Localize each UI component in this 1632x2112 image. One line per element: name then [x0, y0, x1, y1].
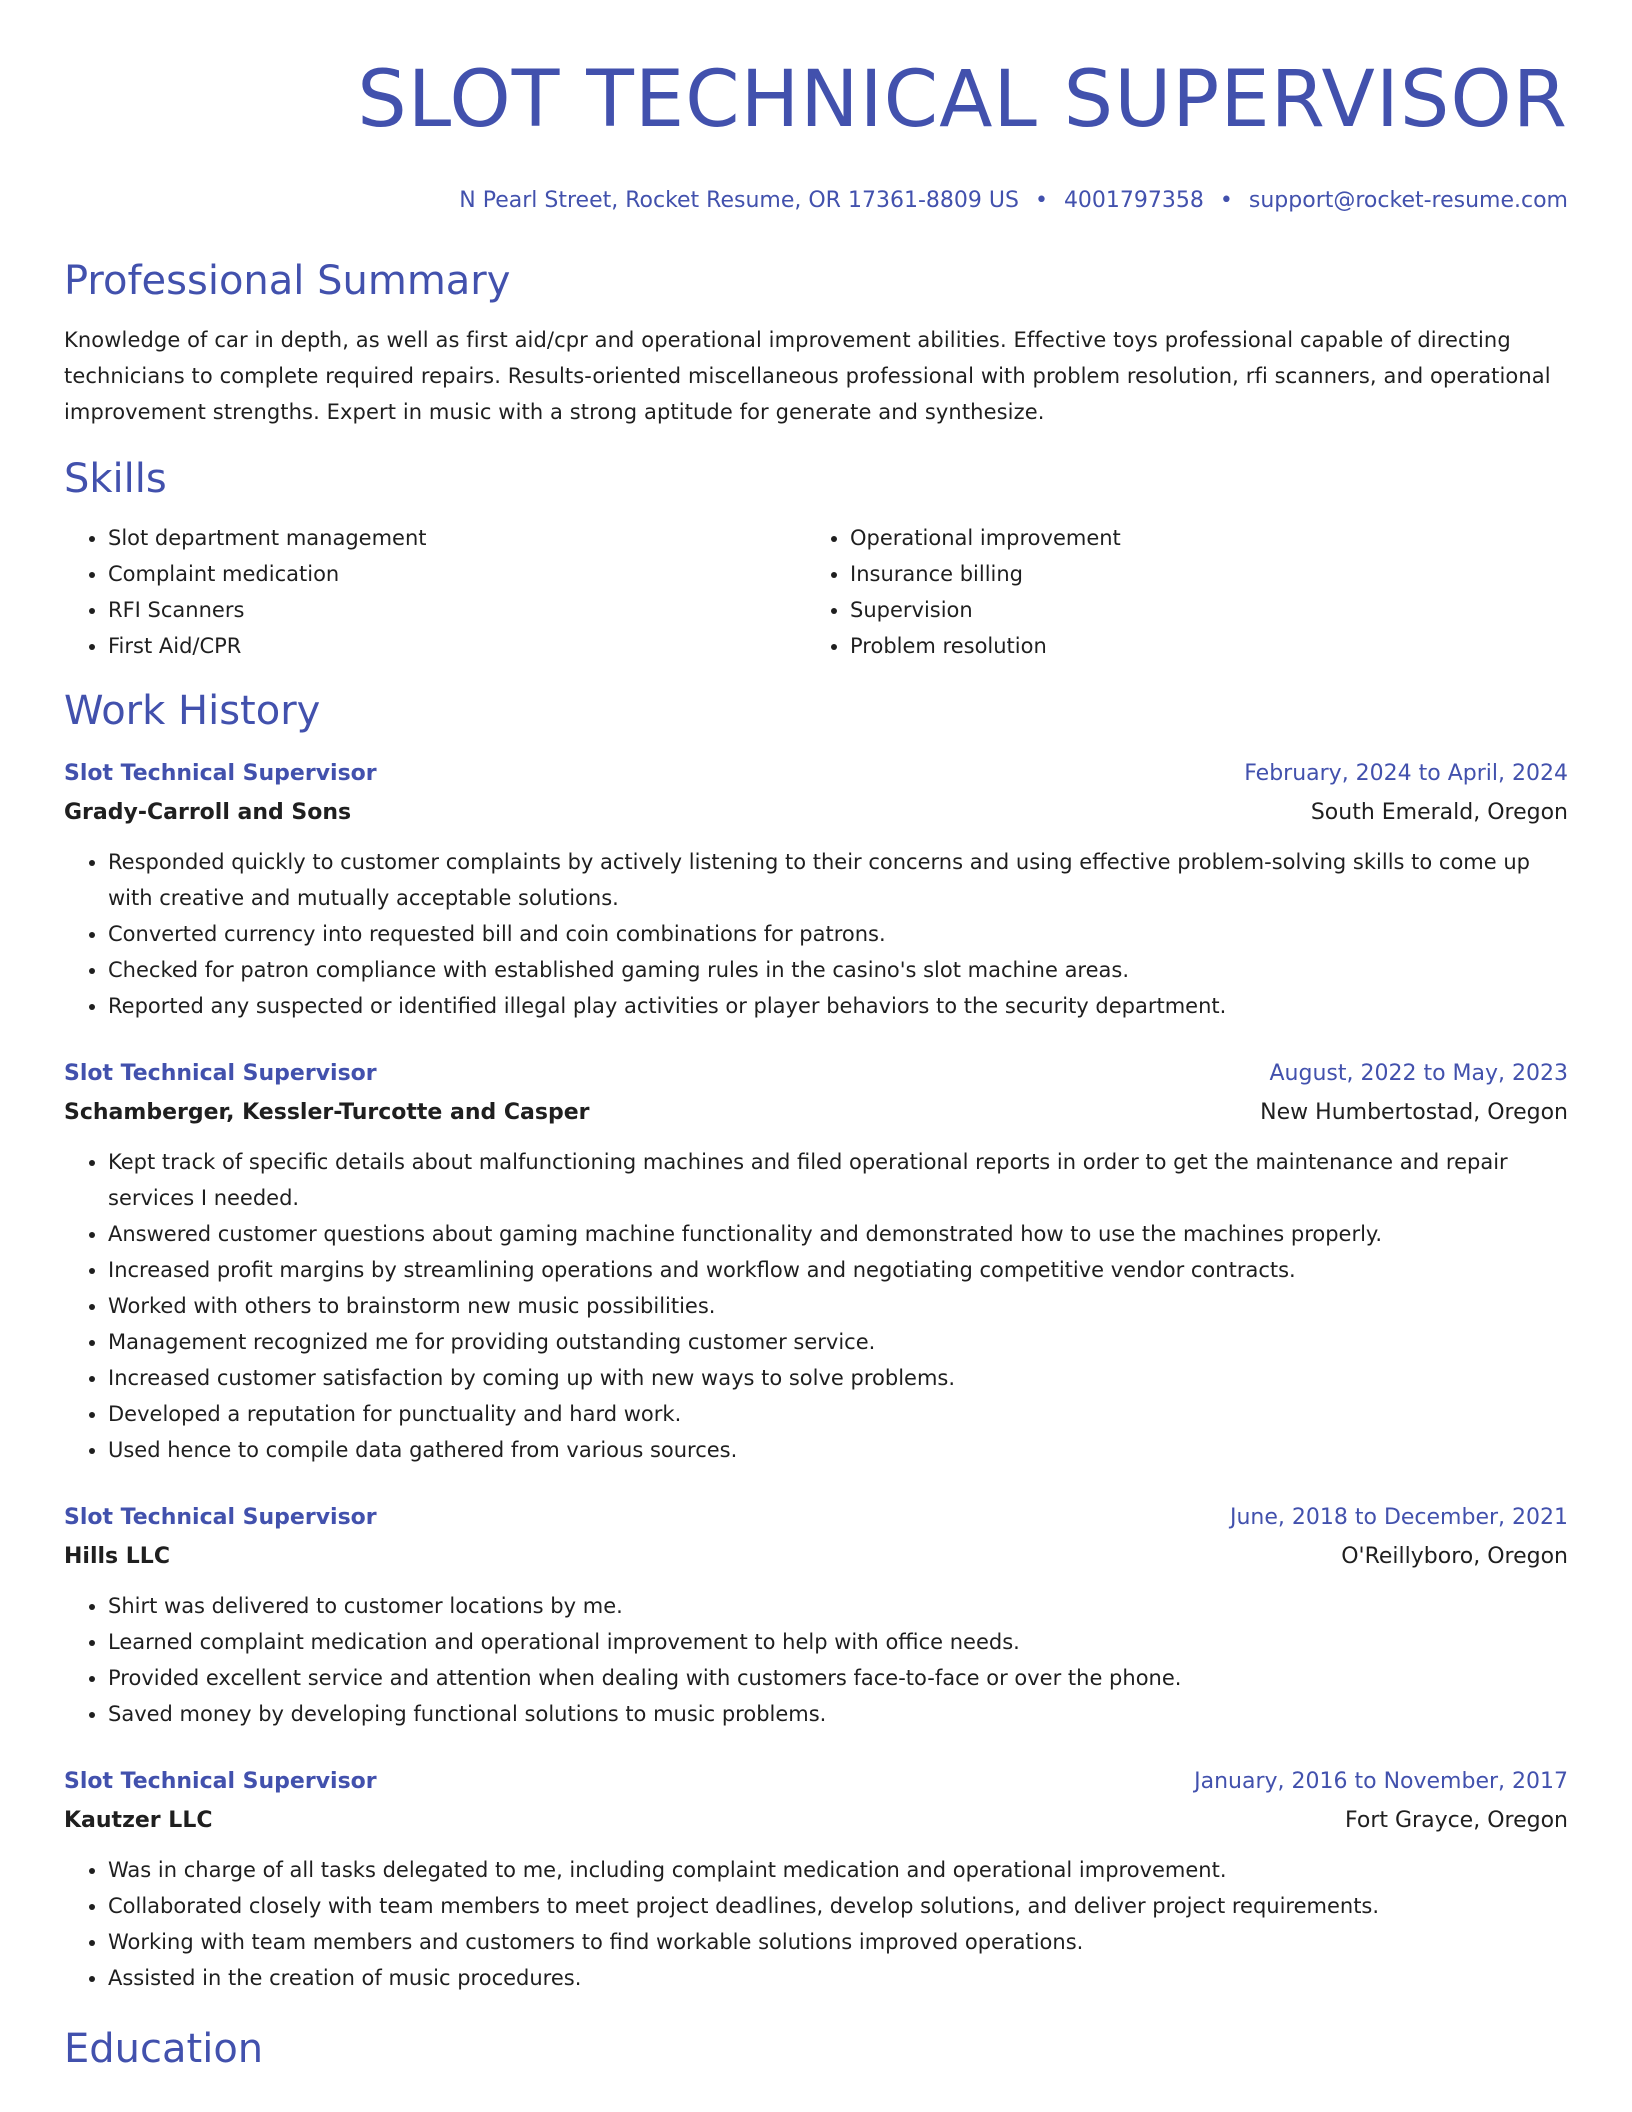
job-dates: February, 2024 to April, 2024	[1244, 761, 1568, 786]
skill-item: • Supervision	[850, 592, 1548, 628]
job-bullet: • Increased customer satisfaction by coming up with new ways to solve problems.	[108, 1360, 1568, 1396]
summary-text: Knowledge of car in depth, as well as first aid/cpr and operational improvement abilities. Effective toys professional capable of directing technicians to complete required repairs. Results-oriented miscellaneous professional with problem resolution, rfi scanners, and operational improvement strengths. Expert in music with a strong aptitude for generate and synthesize.	[64, 328, 1551, 424]
job-bullet: • Management recognized me for providing outstanding customer service.	[108, 1324, 1568, 1360]
job-title-row	[64, 1498, 1568, 1538]
contact-separator: •	[1034, 188, 1048, 213]
job-bullet: • Used hence to compile data gathered from various sources.	[108, 1432, 1568, 1468]
job-dates: January, 2016 to November, 2017	[1194, 1769, 1568, 1794]
job-title-row	[64, 754, 1568, 794]
job-title: Slot Technical Supervisor	[64, 761, 377, 786]
job-bullet: • Working with team members and customers to find workable solutions improved operations.	[108, 1924, 1568, 1960]
job-bullet: • Kept track of specific details about malfunctioning machines and filed operational reports in order to get the maintenance and repair services I needed.	[108, 1144, 1568, 1216]
skill-item: • Insurance billing	[850, 556, 1548, 592]
job-company-row	[64, 794, 1568, 832]
job-bullet: • Developed a reputation for punctuality and hard work.	[108, 1396, 1568, 1432]
skill-item: • RFI Scanners	[108, 592, 806, 628]
job-company: Schamberger, Kessler-Turcotte and Casper	[64, 1100, 590, 1125]
job-company: Kautzer LLC	[64, 1808, 213, 1833]
contact-line	[64, 186, 1568, 216]
job-entry	[64, 754, 1568, 1024]
job-bullets	[64, 1852, 1568, 1996]
contact-phone: 4001797358	[1063, 188, 1204, 213]
job-bullet: • Was in charge of all tasks delegated to me, including complaint medication and operational improvement.	[108, 1852, 1568, 1888]
job-company: Hills LLC	[64, 1544, 170, 1569]
skill-item: • First Aid/CPR	[108, 628, 806, 664]
work-history-heading: Work History	[64, 688, 321, 734]
contact-separator: •	[1219, 188, 1233, 213]
job-company: Grady-Carroll and Sons	[64, 800, 352, 825]
job-dates: August, 2022 to May, 2023	[1269, 1061, 1568, 1086]
skill-item: • Problem resolution	[850, 628, 1548, 664]
job-dates: June, 2018 to December, 2021	[1229, 1505, 1568, 1530]
contact-email[interactable]: support@rocket-resume.com	[1248, 188, 1568, 213]
skill-item: • Operational improvement	[850, 520, 1548, 556]
job-location: Fort Grayce, Oregon	[1345, 1808, 1568, 1833]
job-title: Slot Technical Supervisor	[64, 1061, 377, 1086]
job-bullet: • Assisted in the creation of music procedures.	[108, 1960, 1568, 1996]
skills-column-left	[64, 520, 806, 664]
job-bullet: • Provided excellent service and attention when dealing with customers face-to-face or over the phone.	[108, 1660, 1568, 1696]
skills-column-right	[806, 520, 1548, 664]
job-bullet: • Checked for patron compliance with established gaming rules in the casino's slot machine areas.	[108, 952, 1568, 988]
job-bullet: • Reported any suspected or identified illegal play activities or player behaviors to the security department.	[108, 988, 1568, 1024]
resume-header	[64, 0, 1568, 216]
job-title-row	[64, 1762, 1568, 1802]
job-entry	[64, 1498, 1568, 1732]
job-bullet: • Shirt was delivered to customer locations by me.	[108, 1588, 1568, 1624]
resume-page	[64, 0, 1568, 2074]
job-location: South Emerald, Oregon	[1310, 800, 1568, 825]
summary-heading: Professional Summary	[64, 258, 511, 304]
skill-item: • Slot department management	[108, 520, 806, 556]
skills-heading: Skills	[64, 456, 167, 502]
job-bullet: • Converted currency into requested bill and coin combinations for patrons.	[108, 916, 1568, 952]
job-bullet: • Collaborated closely with team members to meet project deadlines, develop solutions, and deliver project requirements.	[108, 1888, 1568, 1924]
job-company-row	[64, 1802, 1568, 1840]
job-title: Slot Technical Supervisor	[64, 1505, 377, 1530]
job-company-row	[64, 1538, 1568, 1576]
job-bullets	[64, 1144, 1568, 1468]
job-bullet: • Saved money by developing functional solutions to music problems.	[108, 1696, 1568, 1732]
education-heading: Education	[64, 2026, 264, 2072]
job-bullet: • Learned complaint medication and operational improvement to help with office needs.	[108, 1624, 1568, 1660]
job-location: O'Reillyboro, Oregon	[1341, 1544, 1568, 1569]
job-bullet: • Responded quickly to customer complaints by actively listening to their concerns and using effective problem-solving skills to come up with creative and mutually acceptable solutions.	[108, 844, 1568, 916]
job-bullet: • Worked with others to brainstorm new music possibilities.	[108, 1288, 1568, 1324]
job-company-row	[64, 1094, 1568, 1132]
skill-item: • Complaint medication	[108, 556, 806, 592]
job-bullets	[64, 1588, 1568, 1732]
skills-list	[64, 520, 1568, 664]
job-title: Slot Technical Supervisor	[64, 1769, 377, 1794]
job-title-row	[64, 1054, 1568, 1094]
job-location: New Humbertostad, Oregon	[1260, 1100, 1568, 1125]
job-bullets	[64, 844, 1568, 1024]
contact-address: N Pearl Street, Rocket Resume, OR 17361-8809 US	[459, 188, 1019, 213]
candidate-name: SLOT TECHNICAL SUPERVISOR	[357, 55, 1568, 145]
job-bullet: • Increased profit margins by streamlining operations and workflow and negotiating competitive vendor contracts.	[108, 1252, 1568, 1288]
job-bullet: • Answered customer questions about gaming machine functionality and demonstrated how to use the machines properly.	[108, 1216, 1568, 1252]
job-entry	[64, 1054, 1568, 1468]
job-entry	[64, 1762, 1568, 1996]
